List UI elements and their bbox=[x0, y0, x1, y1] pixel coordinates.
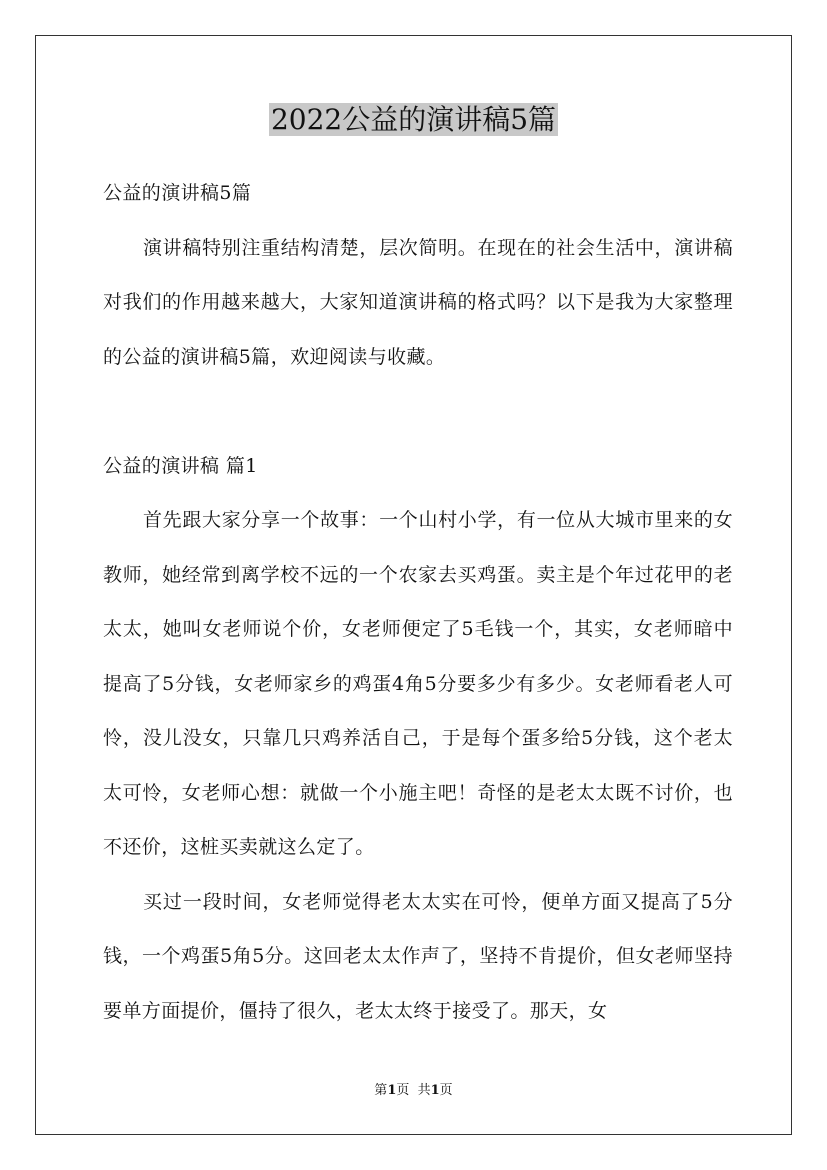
page-footer bbox=[0, 1082, 827, 1100]
document-title-text: 2022公益的演讲稿5篇 bbox=[270, 103, 557, 136]
paragraph-spacer bbox=[103, 384, 733, 439]
footer-prefix: 第 bbox=[374, 1083, 388, 1098]
footer-page-total: 1 bbox=[430, 1083, 440, 1098]
section-heading: 公益的演讲稿 篇1 bbox=[103, 454, 258, 477]
document-subtitle: 公益的演讲稿5篇 bbox=[103, 182, 252, 204]
footer-page-number: 1 bbox=[387, 1083, 397, 1098]
document-title bbox=[0, 100, 827, 140]
body-paragraph: 买过一段时间，女老师觉得老太太实在可怜，便单方面又提高了5分钱，一个鸡蛋5角5分。这回老太太作声了，坚持不肯提价，但女老师坚持要单方面提价，僵持了很久，老太太终于接受了。那天，女 bbox=[103, 890, 733, 1022]
footer-suffix: 页 bbox=[439, 1083, 453, 1098]
intro-paragraph: 演讲稿特别注重结构清楚，层次简明。在现在的社会生活中，演讲稿对我们的作用越来越大，大家知道演讲稿的格式吗？以下是我为大家整理的公益的演讲稿5篇，欢迎阅读与收藏。 bbox=[103, 236, 733, 368]
body-paragraph: 首先跟大家分享一个故事：一个山村小学，有一位从大城市里来的女教师，她经常到离学校不远的一个农家去买鸡蛋。卖主是个年过花甲的老太太，她叫女老师说个价，女老师便定了5毛钱一个，其实，女老师暗中提高了5分钱，女老师家乡的鸡蛋4角5分要多少有多少。女老师看老人可怜，没儿没女，只靠几只鸡养活自己，于是每个蛋多给5分钱，这个老太太可怜，女老师心想：就做一个小施主吧！奇怪的是老太太既不讨价，也不还价，这桩买卖就这么定了。 bbox=[103, 509, 733, 858]
document-body bbox=[103, 166, 733, 1038]
footer-middle: 页 共 bbox=[396, 1083, 431, 1098]
